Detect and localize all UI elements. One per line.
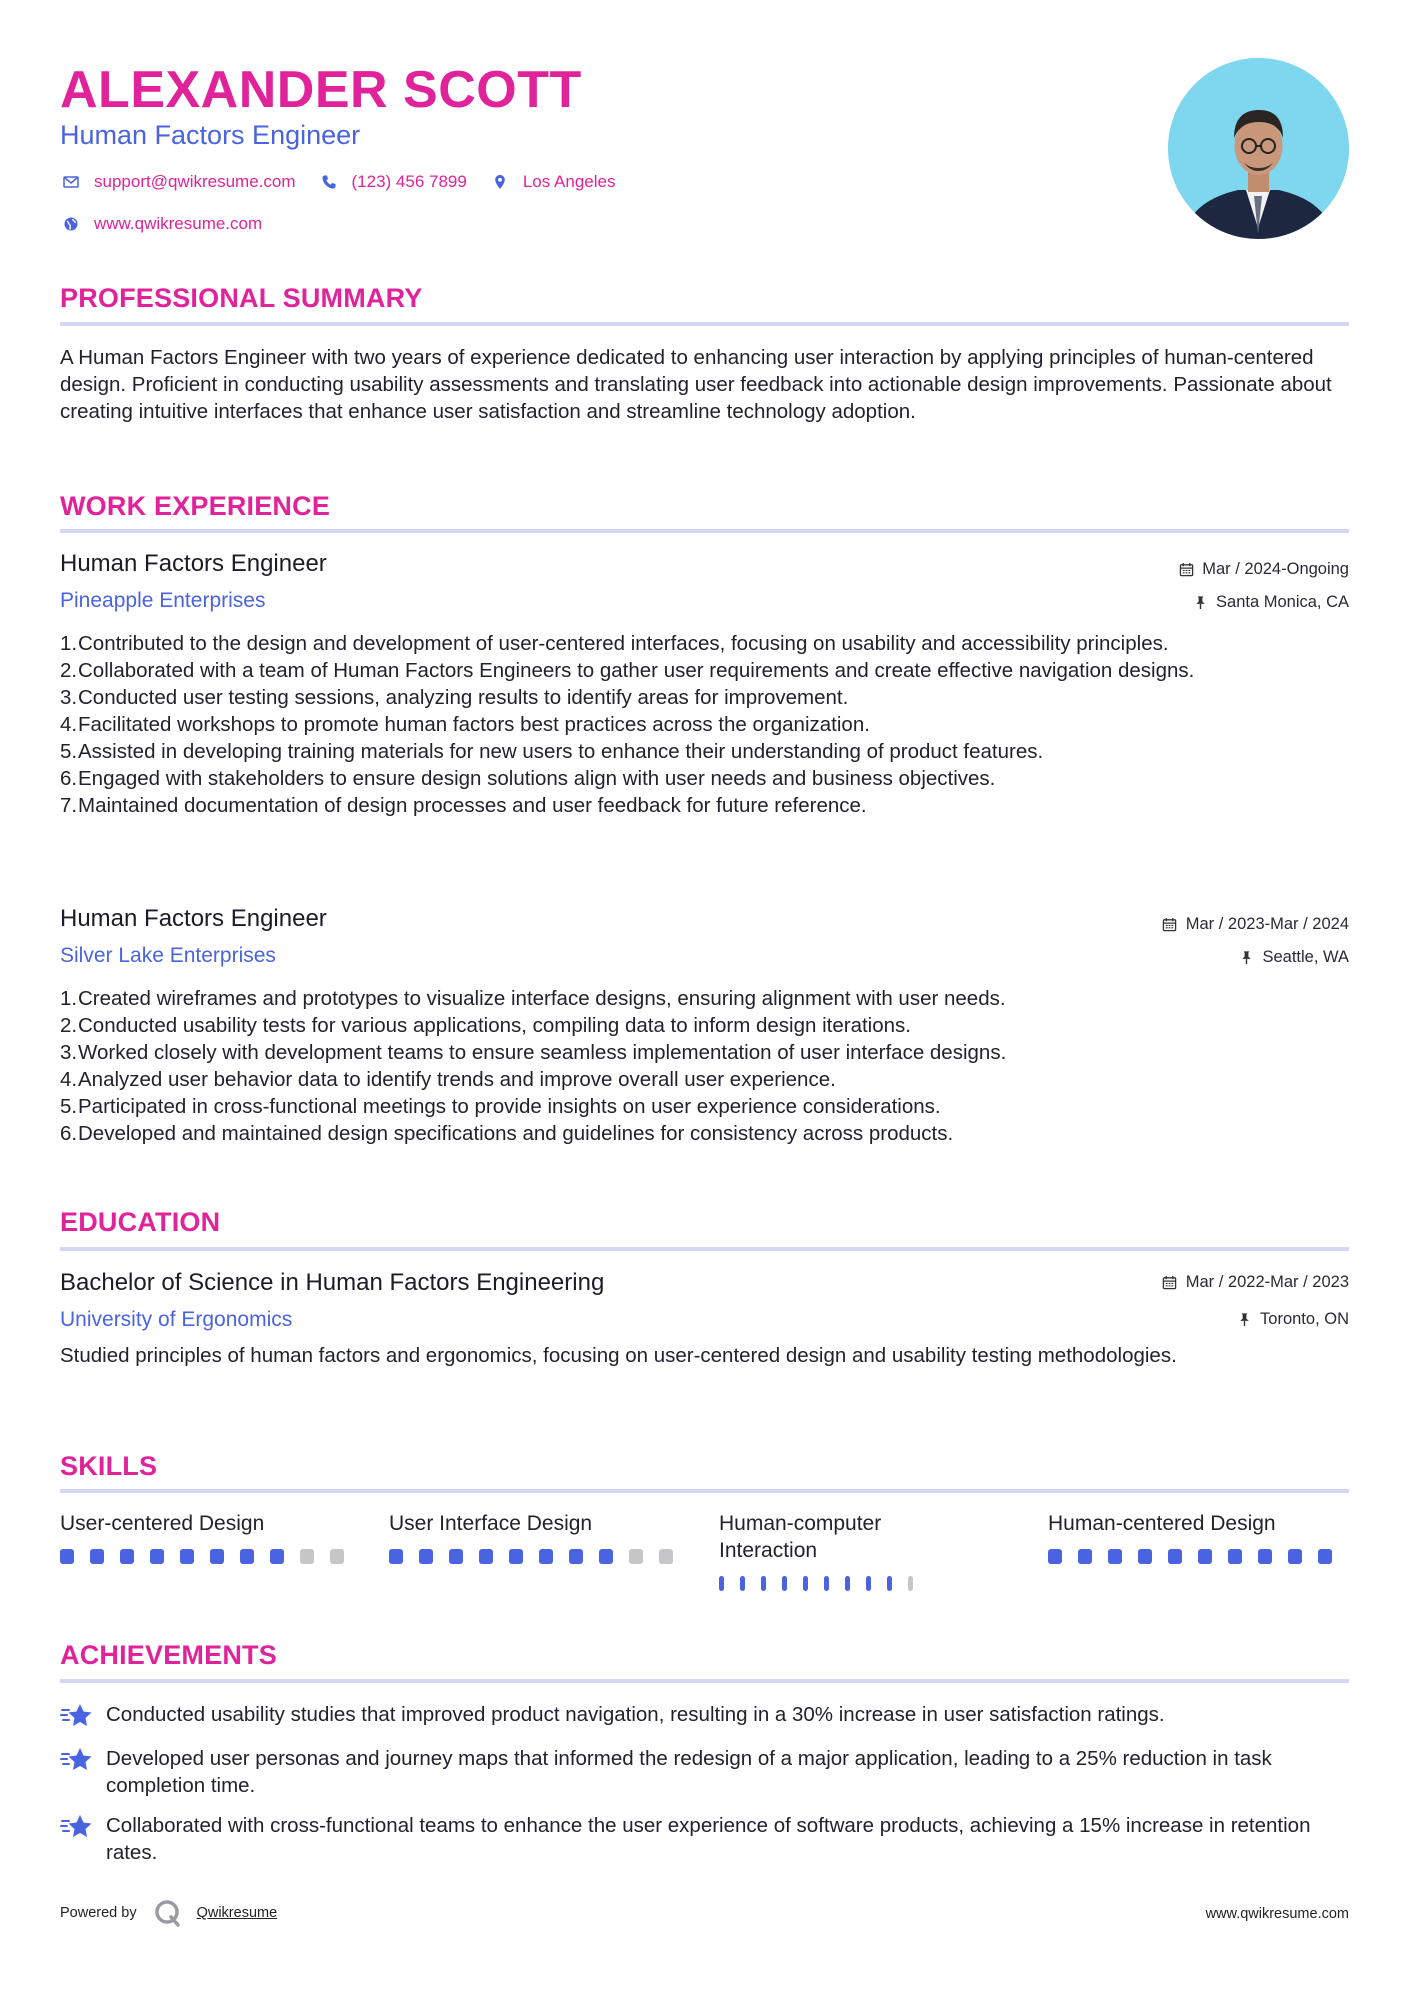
achievement-text: Conducted usability studies that improved product navigation, resulting in a 30% increase in user satisfaction ratings. bbox=[106, 1703, 1165, 1726]
education-location-text: Toronto, ON bbox=[1260, 1310, 1349, 1328]
education-location bbox=[1235, 1308, 1349, 1330]
list-item: Assisted in developing training materials for new users to enhance their understanding of product features. bbox=[78, 740, 1044, 763]
job-location-text: Seattle, WA bbox=[1262, 948, 1349, 966]
list-item: Maintained documentation of design processes and user feedback for future reference. bbox=[78, 794, 867, 817]
brand-link[interactable]: Qwikresume bbox=[196, 1905, 278, 1921]
calendar-icon bbox=[1161, 915, 1179, 933]
skill-rating bbox=[1048, 1549, 1348, 1564]
rating-dot-empty bbox=[908, 1576, 913, 1591]
rating-dot-filled bbox=[1138, 1549, 1152, 1564]
rating-dot-filled bbox=[1198, 1549, 1212, 1564]
job-dates bbox=[1177, 558, 1349, 580]
rating-dot-filled bbox=[1228, 1549, 1242, 1564]
achievement-text: Collaborated with cross-functional teams to enhance the user experience of software products, achieving a 15% increase in retention rates. bbox=[106, 1814, 1311, 1864]
job-company: Pineapple Enterprises bbox=[60, 589, 266, 612]
list-item: Worked closely with development teams to ensure seamless implementation of user interface designs. bbox=[78, 1041, 1007, 1064]
contact-website[interactable] bbox=[60, 214, 262, 234]
job-duties bbox=[60, 985, 1300, 1147]
envelope-icon bbox=[60, 172, 82, 192]
rating-dot-filled bbox=[740, 1576, 745, 1591]
footer-powered-by bbox=[60, 1898, 277, 1928]
rating-dot-empty bbox=[659, 1549, 673, 1564]
rating-dot-filled bbox=[1168, 1549, 1182, 1564]
rating-dot-filled bbox=[479, 1549, 493, 1564]
list-item: Participated in cross-functional meetings to provide insights on user experience considerations. bbox=[78, 1095, 941, 1118]
rating-dot-filled bbox=[1078, 1549, 1092, 1564]
list-item: Created wireframes and prototypes to visualize interface designs, ensuring alignment with user needs. bbox=[78, 987, 1006, 1010]
pushpin-icon bbox=[1191, 593, 1209, 611]
achievement-item bbox=[60, 1745, 1349, 1799]
rating-dot-filled bbox=[1288, 1549, 1302, 1564]
pushpin-icon bbox=[1235, 1310, 1253, 1328]
skill-item bbox=[389, 1510, 689, 1564]
experience-heading: WORK EXPERIENCE bbox=[60, 491, 331, 521]
profile-photo bbox=[1168, 58, 1349, 239]
job-location bbox=[1237, 946, 1349, 968]
email-text[interactable]: support@qwikresume.com bbox=[94, 172, 296, 191]
skill-item bbox=[719, 1510, 929, 1591]
education-dates bbox=[1161, 1271, 1349, 1293]
qwikresume-logo-icon bbox=[153, 1898, 183, 1928]
rating-dot-filled bbox=[389, 1549, 403, 1564]
rating-dot-filled bbox=[60, 1549, 74, 1564]
achievements-heading: ACHIEVEMENTS bbox=[60, 1640, 277, 1670]
rating-dot-filled bbox=[845, 1576, 850, 1591]
person-avatar-icon bbox=[1168, 58, 1349, 239]
skills-heading: SKILLS bbox=[60, 1451, 158, 1481]
location-text: Los Angeles bbox=[522, 172, 616, 191]
rating-dot-filled bbox=[1108, 1549, 1122, 1564]
rating-dot-filled bbox=[599, 1549, 613, 1564]
job-location-text: Santa Monica, CA bbox=[1216, 593, 1349, 611]
summary-heading: PROFESSIONAL SUMMARY bbox=[60, 283, 423, 313]
job-dates-text: Mar / 2024-Ongoing bbox=[1202, 560, 1349, 578]
job-dates bbox=[1161, 913, 1349, 935]
education-dates-text: Mar / 2022-Mar / 2023 bbox=[1185, 1273, 1349, 1291]
job-title: Human Factors Engineer bbox=[60, 905, 327, 932]
footer-url[interactable]: www.qwikresume.com bbox=[1205, 1906, 1349, 1922]
contact-row-web bbox=[60, 214, 284, 234]
skill-item bbox=[1048, 1510, 1348, 1564]
rating-dot-filled bbox=[887, 1576, 892, 1591]
rating-dot-empty bbox=[300, 1549, 314, 1564]
achievement-item bbox=[60, 1701, 1349, 1730]
education-description: Studied principles of human factors and ergonomics, focusing on user-centered design and usability testing methodologies. bbox=[60, 1344, 1177, 1367]
list-item: Engaged with stakeholders to ensure design solutions align with user needs and business objectives. bbox=[78, 767, 996, 790]
calendar-icon bbox=[1177, 560, 1195, 578]
rating-dot-filled bbox=[539, 1549, 553, 1564]
rating-dot-filled bbox=[419, 1549, 433, 1564]
education-heading: EDUCATION bbox=[60, 1207, 221, 1237]
achievement-item bbox=[60, 1812, 1349, 1866]
degree-title: Bachelor of Science in Human Factors Engineering bbox=[60, 1269, 605, 1296]
rating-dot-filled bbox=[449, 1549, 463, 1564]
skill-name: User Interface Design bbox=[389, 1512, 593, 1535]
rating-dot-filled bbox=[569, 1549, 583, 1564]
star-icon bbox=[60, 1702, 94, 1730]
list-item: Contributed to the design and development of user-centered interfaces, focusing on usability and accessibility principles. bbox=[78, 632, 1169, 655]
skill-rating bbox=[60, 1549, 360, 1564]
skill-name: User-centered Design bbox=[60, 1512, 265, 1535]
job-title: Human Factors Engineer bbox=[60, 550, 327, 577]
rating-dot-filled bbox=[90, 1549, 104, 1564]
section-divider bbox=[60, 1489, 1349, 1493]
section-divider bbox=[60, 1247, 1349, 1251]
list-item: Developed and maintained design specifications and guidelines for consistency across products. bbox=[78, 1122, 954, 1145]
phone-text[interactable]: (123) 456 7899 bbox=[351, 172, 467, 191]
rating-dot-filled bbox=[180, 1549, 194, 1564]
rating-dot-filled bbox=[270, 1549, 284, 1564]
skill-name: Human-computer Interaction bbox=[719, 1512, 882, 1562]
summary-text: A Human Factors Engineer with two years of experience dedicated to enhancing user interaction by applying principles of human-centered design. Proficient in conducting usability assessments and translating user feedback into actionable design improvements. Passionate about creating intuitive interfaces that enhance user satisfaction and streamline technology adoption. bbox=[60, 346, 1332, 423]
rating-dot-filled bbox=[866, 1576, 871, 1591]
star-icon bbox=[60, 1813, 94, 1841]
rating-dot-filled bbox=[824, 1576, 829, 1591]
list-item: Collaborated with a team of Human Factors Engineers to gather user requirements and create effective navigation designs. bbox=[78, 659, 1195, 682]
rating-dot-filled bbox=[782, 1576, 787, 1591]
rating-dot-filled bbox=[761, 1576, 766, 1591]
globe-icon bbox=[60, 214, 82, 234]
candidate-role: Human Factors Engineer bbox=[60, 120, 361, 150]
skill-rating bbox=[719, 1576, 929, 1591]
section-divider bbox=[60, 529, 1349, 533]
school-name: University of Ergonomics bbox=[60, 1308, 293, 1331]
star-icon bbox=[60, 1746, 94, 1774]
job-company: Silver Lake Enterprises bbox=[60, 944, 276, 967]
pushpin-icon bbox=[1237, 948, 1255, 966]
rating-dot-filled bbox=[210, 1549, 224, 1564]
rating-dot-empty bbox=[330, 1549, 344, 1564]
skill-name: Human-centered Design bbox=[1048, 1512, 1276, 1535]
section-divider bbox=[60, 322, 1349, 326]
rating-dot-filled bbox=[120, 1549, 134, 1564]
list-item: Conducted usability tests for various applications, compiling data to inform design iterations. bbox=[78, 1014, 911, 1037]
rating-dot-filled bbox=[509, 1549, 523, 1564]
list-item: Facilitated workshops to promote human factors best practices across the organization. bbox=[78, 713, 870, 736]
contact-location bbox=[489, 172, 616, 192]
job-location bbox=[1191, 591, 1349, 613]
rating-dot-filled bbox=[240, 1549, 254, 1564]
list-item: Analyzed user behavior data to identify trends and improve overall user experience. bbox=[78, 1068, 836, 1091]
job-duties bbox=[60, 630, 1300, 819]
candidate-name: ALEXANDER SCOTT bbox=[60, 61, 582, 119]
rating-dot-filled bbox=[719, 1576, 724, 1591]
section-divider bbox=[60, 1679, 1349, 1683]
rating-dot-filled bbox=[1318, 1549, 1332, 1564]
contact-row bbox=[60, 172, 637, 192]
skill-item bbox=[60, 1510, 360, 1564]
phone-icon bbox=[318, 172, 340, 192]
contact-email[interactable] bbox=[60, 172, 296, 192]
rating-dot-filled bbox=[1258, 1549, 1272, 1564]
rating-dot-filled bbox=[1048, 1549, 1062, 1564]
map-marker-icon bbox=[489, 172, 511, 192]
rating-dot-filled bbox=[803, 1576, 808, 1591]
website-text[interactable]: www.qwikresume.com bbox=[94, 214, 263, 233]
calendar-icon bbox=[1161, 1273, 1179, 1291]
contact-phone[interactable] bbox=[318, 172, 467, 192]
rating-dot-filled bbox=[150, 1549, 164, 1564]
rating-dot-empty bbox=[629, 1549, 643, 1564]
list-item: Conducted user testing sessions, analyzing results to identify areas for improvement. bbox=[78, 686, 849, 709]
powered-by-label: Powered by bbox=[60, 1905, 137, 1921]
job-dates-text: Mar / 2023-Mar / 2024 bbox=[1185, 915, 1349, 933]
achievement-text: Developed user personas and journey maps that informed the redesign of a major application, leading to a 25% reduction in task completion time. bbox=[106, 1747, 1272, 1797]
skill-rating bbox=[389, 1549, 689, 1564]
